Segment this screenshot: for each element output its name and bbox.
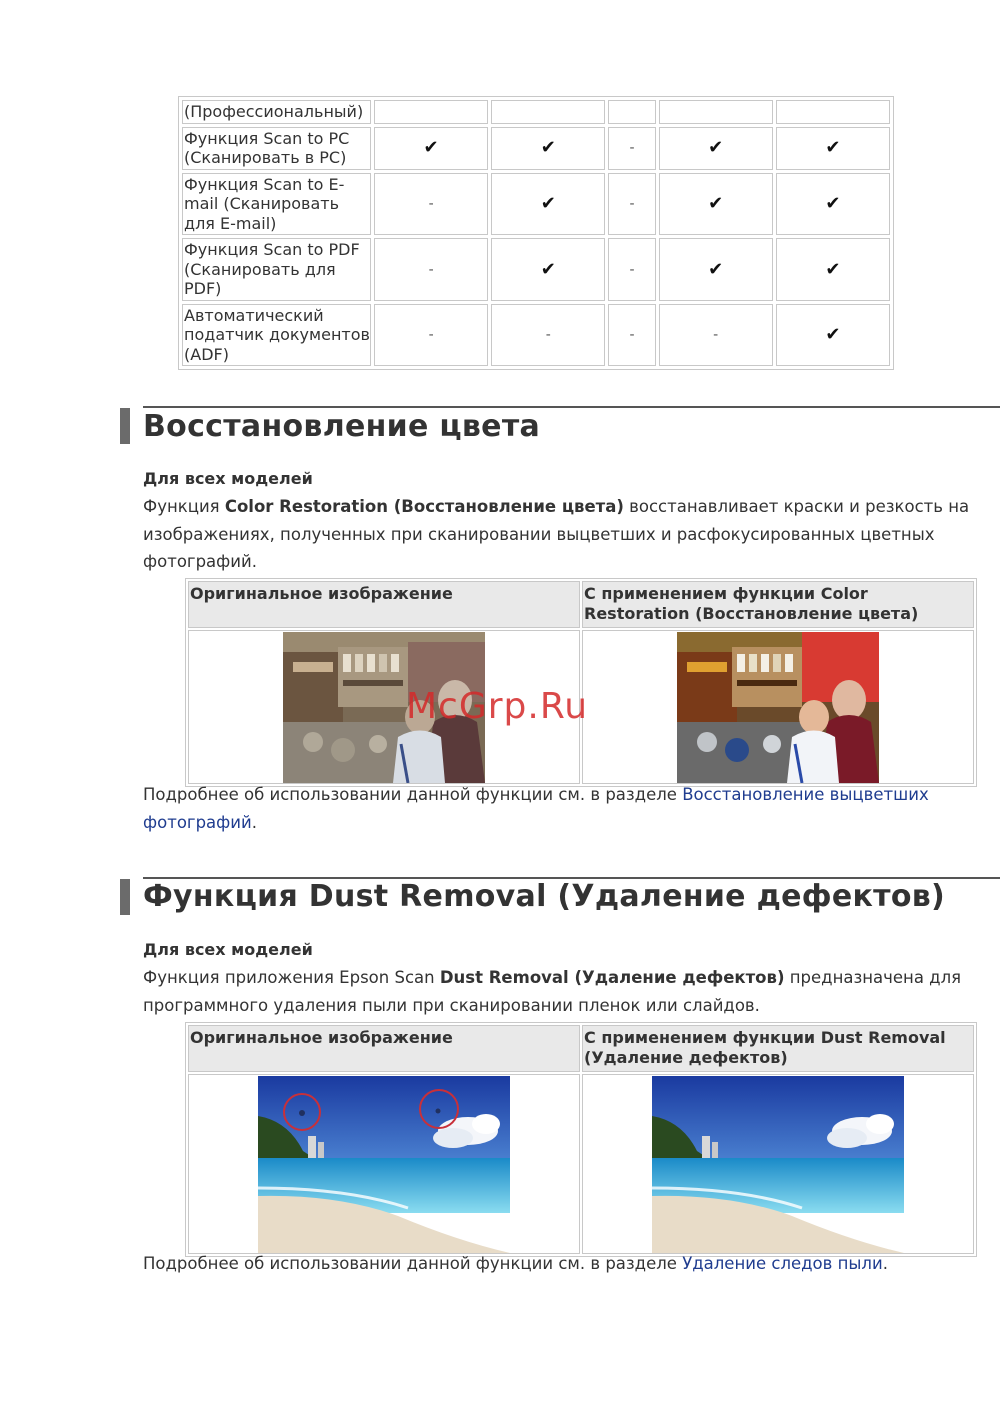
support-cell [608,127,655,170]
column-header-applied: С применением функции Color Restoration (Восстановление цвета) [582,581,974,628]
support-cell [491,127,605,170]
feature-label: (Профессиональный) [182,100,371,124]
cleaned-image-cell [582,1074,974,1254]
support-cell [374,304,488,367]
feature-label: Автоматический податчик документов (ADF) [182,304,371,367]
support-cell [776,127,890,170]
dash-mark: - [629,196,635,212]
support-cell [659,100,773,124]
faded-photo-restoration-link[interactable]: Восстановление выцветших фотографий [143,785,929,832]
beach-photo-dusty [258,1076,510,1253]
color-restoration-intro [143,493,993,576]
checkmark-icon: ✔ [825,324,841,345]
support-cell [491,238,605,301]
section-marker-bar [120,408,130,444]
checkmark-icon: ✔ [708,258,724,280]
color-restoration-comparison-table [185,578,977,787]
color-restoration-title: Восстановление цвета [143,409,541,444]
more-info-text: . [251,812,257,832]
feature-row [182,304,890,367]
feature-comparison-table [178,96,894,370]
dash-mark: - [629,140,635,157]
support-cell [608,238,655,301]
checkmark-icon: ✔ [825,258,841,280]
support-cell [776,238,890,301]
support-cell [491,173,605,236]
intro-text: восстанавливает краски и резкость на изображениях, полученных при сканировании выцветших и расфокусированных цветных фотографий. [143,497,970,571]
checkmark-icon: ✔ [825,137,841,159]
checkmark-icon: ✔ [423,137,439,159]
feature-row [182,238,890,301]
dash-mark: - [629,261,635,278]
watermark-text: McGrp.Ru [406,686,589,727]
dash-mark: - [713,327,719,343]
feature-row [182,127,890,170]
dust-removal-subhead: Для всех моделей [143,940,313,959]
dash-mark: - [428,327,434,343]
support-cell [608,100,655,124]
support-cell [374,173,488,236]
support-cell [374,100,488,124]
feature-row [182,173,890,236]
dash-mark: - [629,327,635,343]
intro-text: Функция [143,497,225,516]
beach-photo-cleaned [652,1076,904,1253]
support-cell [491,100,605,124]
dust-removal-title: Функция Dust Removal (Удаление дефектов) [143,879,946,914]
support-cell [491,304,605,367]
original-image-cell [188,1074,580,1254]
support-cell [608,304,655,367]
checkmark-icon: ✔ [540,137,556,159]
checkmark-icon: ✔ [708,193,724,214]
feature-label: Функция Scan to PDF (Сканировать для PDF) [182,238,371,301]
dust-removal-more-info [143,1250,993,1278]
more-info-text: Подробнее об использовании данной функции см. в разделе [143,785,683,804]
dash-mark: - [428,261,434,278]
column-header-original: Оригинальное изображение [188,1025,580,1072]
column-header-original: Оригинальное изображение [188,581,580,628]
support-cell [659,238,773,301]
column-header-applied: С применением функции Dust Removal (Удаление дефектов) [582,1025,974,1072]
intro-text: Функция приложения Epson Scan [143,968,440,987]
support-cell [659,304,773,367]
section-marker-bar [120,879,130,915]
more-info-text: Подробнее об использовании данной функции см. в разделе [143,1254,683,1273]
feature-table-body [182,100,890,366]
intro-bold-term: Dust Removal (Удаление дефектов) [439,968,785,987]
color-restoration-more-info [143,781,993,836]
dust-removal-comparison-table [185,1022,977,1257]
support-cell [659,127,773,170]
support-cell [374,238,488,301]
checkmark-icon: ✔ [825,193,841,214]
dust-removal-link[interactable]: Удаление следов пыли [682,1254,883,1273]
support-cell [776,304,890,367]
dust-removal-intro [143,964,993,1019]
checkmark-icon: ✔ [708,137,724,159]
checkmark-icon: ✔ [540,193,556,214]
shop-photo-restored [677,632,879,783]
checkmark-icon: ✔ [540,258,556,280]
intro-bold-term: Color Restoration (Восстановление цвета) [224,497,624,516]
support-cell [776,173,890,236]
section-rule [143,406,1000,408]
support-cell [374,127,488,170]
restored-image-cell [582,630,974,784]
more-info-text: . [882,1254,888,1273]
feature-label: Функция Scan to E-mail (Сканировать для E-mail) [182,173,371,236]
intro-text: предназначена для программного удаления пыли при сканировании пленок или слайдов. [143,968,962,1015]
dash-mark: - [428,196,434,212]
feature-row [182,100,890,124]
color-restoration-subhead: Для всех моделей [143,469,313,488]
dash-mark: - [545,327,551,343]
support-cell [608,173,655,236]
support-cell [659,173,773,236]
feature-label: Функция Scan to PC (Сканировать в PC) [182,127,371,170]
support-cell [776,100,890,124]
